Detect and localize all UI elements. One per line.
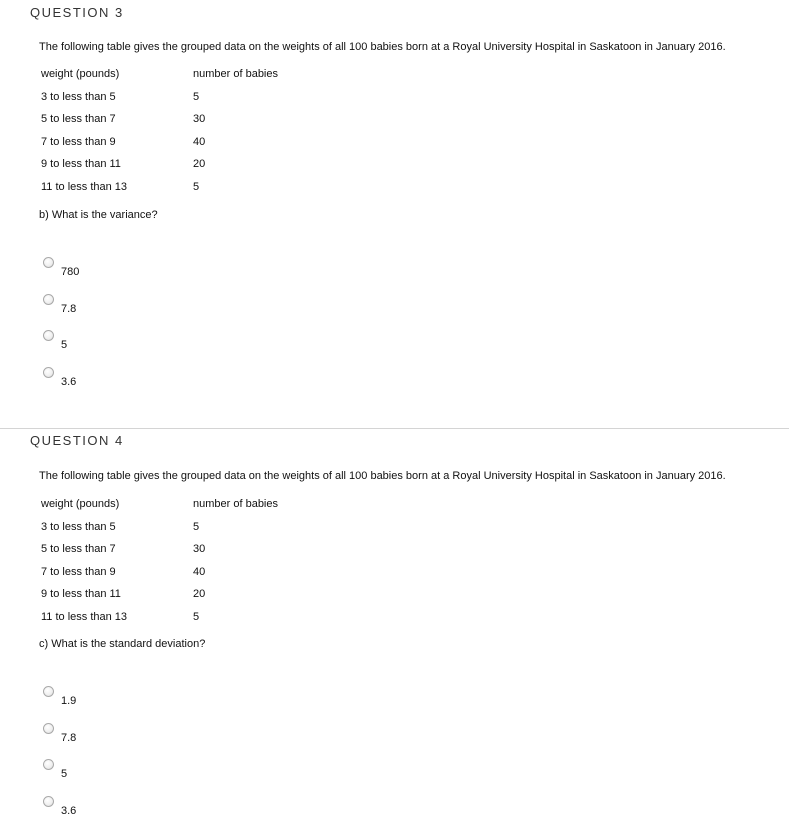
count-cell: 30 — [193, 113, 205, 125]
count-cell: 40 — [193, 566, 205, 578]
weight-cell: 9 to less than 11 — [41, 158, 121, 170]
answer-option[interactable] — [43, 257, 243, 294]
count-cell: 20 — [193, 158, 205, 170]
radio-button[interactable] — [43, 367, 54, 378]
table-row — [41, 566, 341, 589]
count-cell: 5 — [193, 611, 199, 623]
count-cell: 20 — [193, 588, 205, 600]
weight-cell: 5 to less than 7 — [41, 543, 116, 555]
data-table — [41, 68, 341, 203]
count-cell: 40 — [193, 136, 205, 148]
option-label[interactable]: 3.6 — [61, 805, 76, 817]
radio-button[interactable] — [43, 686, 54, 697]
count-cell: 5 — [193, 181, 199, 193]
question-prompt: c) What is the standard deviation? — [39, 638, 205, 650]
count-cell: 5 — [193, 521, 199, 533]
weight-cell: 9 to less than 11 — [41, 588, 121, 600]
table-header-row — [41, 68, 341, 91]
header-weight: weight (pounds) — [41, 68, 119, 80]
answer-option[interactable] — [43, 330, 243, 367]
option-label[interactable]: 5 — [61, 339, 67, 351]
answer-option[interactable] — [43, 796, 243, 832]
option-label[interactable]: 7.8 — [61, 732, 76, 744]
weight-cell: 11 to less than 13 — [41, 181, 127, 193]
answer-option[interactable] — [43, 294, 243, 331]
header-number: number of babies — [193, 68, 278, 80]
weight-cell: 7 to less than 9 — [41, 136, 116, 148]
option-label[interactable]: 5 — [61, 768, 67, 780]
header-weight: weight (pounds) — [41, 498, 119, 510]
question-prompt: b) What is the variance? — [39, 209, 158, 221]
radio-button[interactable] — [43, 257, 54, 268]
option-label[interactable]: 780 — [61, 266, 79, 278]
radio-button[interactable] — [43, 330, 54, 341]
answer-option[interactable] — [43, 723, 243, 760]
answer-option[interactable] — [43, 367, 243, 404]
radio-button[interactable] — [43, 294, 54, 305]
table-row — [41, 521, 341, 544]
table-row — [41, 158, 341, 181]
radio-button[interactable] — [43, 796, 54, 807]
question-intro: The following table gives the grouped data on the weights of all 100 babies born at a Royal University Hospital in Saskatoon in January 2016. — [39, 470, 726, 482]
data-table — [41, 498, 341, 633]
option-label[interactable]: 7.8 — [61, 303, 76, 315]
weight-cell: 5 to less than 7 — [41, 113, 116, 125]
radio-button[interactable] — [43, 759, 54, 770]
table-row — [41, 181, 341, 204]
answer-option[interactable] — [43, 759, 243, 796]
count-cell: 30 — [193, 543, 205, 555]
table-row — [41, 543, 341, 566]
weight-cell: 3 to less than 5 — [41, 91, 116, 103]
table-row — [41, 611, 341, 634]
option-label[interactable]: 3.6 — [61, 376, 76, 388]
question-4 — [0, 428, 789, 429]
question-title: QUESTION 4 — [30, 433, 124, 448]
answer-options — [43, 257, 243, 403]
weight-cell: 7 to less than 9 — [41, 566, 116, 578]
question-intro: The following table gives the grouped data on the weights of all 100 babies born at a Royal University Hospital in Saskatoon in January 2016. — [39, 41, 726, 53]
table-header-row — [41, 498, 341, 521]
answer-option[interactable] — [43, 686, 243, 723]
table-row — [41, 136, 341, 159]
option-label[interactable]: 1.9 — [61, 695, 76, 707]
weight-cell: 3 to less than 5 — [41, 521, 116, 533]
count-cell: 5 — [193, 91, 199, 103]
table-row — [41, 91, 341, 114]
weight-cell: 11 to less than 13 — [41, 611, 127, 623]
question-title: QUESTION 3 — [30, 5, 124, 20]
header-number: number of babies — [193, 498, 278, 510]
answer-options — [43, 686, 243, 832]
table-row — [41, 113, 341, 136]
table-row — [41, 588, 341, 611]
radio-button[interactable] — [43, 723, 54, 734]
